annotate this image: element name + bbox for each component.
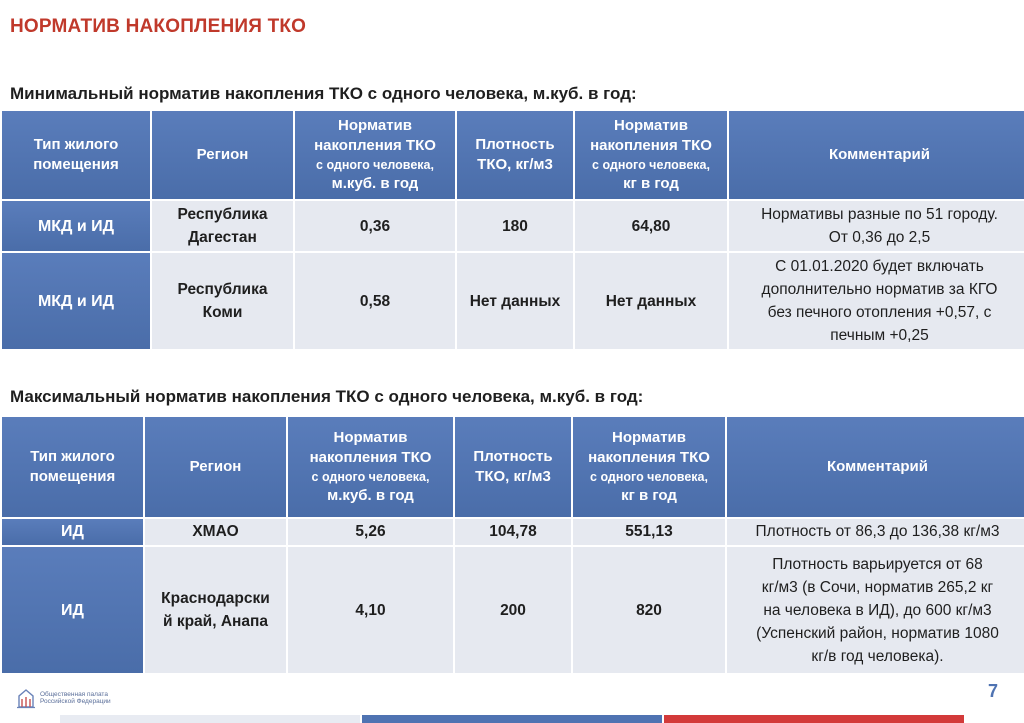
- header-norm-kg: Норматив накопления ТКО с одного человека, кг в год: [575, 111, 727, 199]
- page-number: 7: [987, 681, 998, 701]
- header-norm: Норматив накопления ТКО с одного человека, м.куб. в год: [295, 111, 455, 199]
- footer-bar-red: [664, 715, 964, 723]
- header-region: Регион: [145, 417, 286, 517]
- footer-bar-blue: [362, 715, 662, 723]
- cell-region: ХМАО: [145, 519, 286, 545]
- cell-norm-kg: 551,13: [573, 519, 725, 545]
- header-norm-kg: Норматив накопления ТКО с одного человека, кг в год: [573, 417, 725, 517]
- footer-logo: [16, 686, 156, 710]
- table-header-row: [2, 417, 1024, 517]
- max-section-title: Максимальный норматив накопления ТКО с одного человека, м.куб. в год:: [10, 387, 644, 406]
- table-row: [2, 519, 1024, 545]
- header-region: Регион: [152, 111, 293, 199]
- cell-type: МКД и ИД: [2, 253, 150, 349]
- logo-text-line: Общественная палата: [40, 690, 108, 698]
- table-row: [2, 253, 1024, 349]
- cell-norm: 0,36: [295, 201, 455, 251]
- min-norm-table: [0, 109, 1024, 351]
- header-comment: Комментарий: [729, 111, 1024, 199]
- cell-comment: Плотность от 86,3 до 136,38 кг/м3: [727, 519, 1024, 545]
- cell-norm: 0,58: [295, 253, 455, 349]
- header-comment: Комментарий: [727, 417, 1024, 517]
- cell-type: МКД и ИД: [2, 201, 150, 251]
- cell-density: Нет данных: [457, 253, 573, 349]
- table-row: [2, 201, 1024, 251]
- min-section-title: Минимальный норматив накопления ТКО с одного человека, м.куб. в год:: [10, 84, 637, 103]
- cell-comment: Плотность варьируется от 68 кг/м3 (в Сочи, норматив 265,2 кг на человека в ИД), до 600 кг/м3 (Успенский район, норматив 1080 кг/в год человека).: [727, 547, 1024, 673]
- cell-comment: Нормативы разные по 51 городу. От 0,36 до 2,5: [729, 201, 1024, 251]
- header-type: Тип жилого помещения: [2, 111, 150, 199]
- cell-norm: 4,10: [288, 547, 453, 673]
- header-density: Плотность ТКО, кг/м3: [455, 417, 571, 517]
- cell-density: 104,78: [455, 519, 571, 545]
- cell-density: 200: [455, 547, 571, 673]
- cell-type: ИД: [2, 547, 143, 673]
- footer-bar-white: [60, 715, 360, 723]
- max-norm-table: [0, 415, 1024, 675]
- cell-norm-kg: 820: [573, 547, 725, 673]
- chamber-logo-icon: [16, 687, 36, 709]
- cell-norm-kg: Нет данных: [575, 253, 727, 349]
- cell-comment: С 01.01.2020 будет включать дополнительно норматив за КГО без печного отопления +0,57, с печным +0,25: [729, 253, 1024, 349]
- cell-norm-kg: 64,80: [575, 201, 727, 251]
- page-title: НОРМАТИВ НАКОПЛЕНИЯ ТКО: [10, 16, 307, 37]
- cell-norm: 5,26: [288, 519, 453, 545]
- header-type: Тип жилого помещения: [2, 417, 143, 517]
- cell-region: Республика Дагестан: [152, 201, 293, 251]
- cell-density: 180: [457, 201, 573, 251]
- table-row: [2, 547, 1024, 673]
- header-density: Плотность ТКО, кг/м3: [457, 111, 573, 199]
- cell-region: Республика Коми: [152, 253, 293, 349]
- table-header-row: [2, 111, 1024, 199]
- header-norm: Норматив накопления ТКО с одного человека, м.куб. в год: [288, 417, 453, 517]
- logo-text-line: Российской Федерации: [40, 698, 111, 705]
- cell-type: ИД: [2, 519, 143, 545]
- cell-region: Краснодарски й край, Анапа: [145, 547, 286, 673]
